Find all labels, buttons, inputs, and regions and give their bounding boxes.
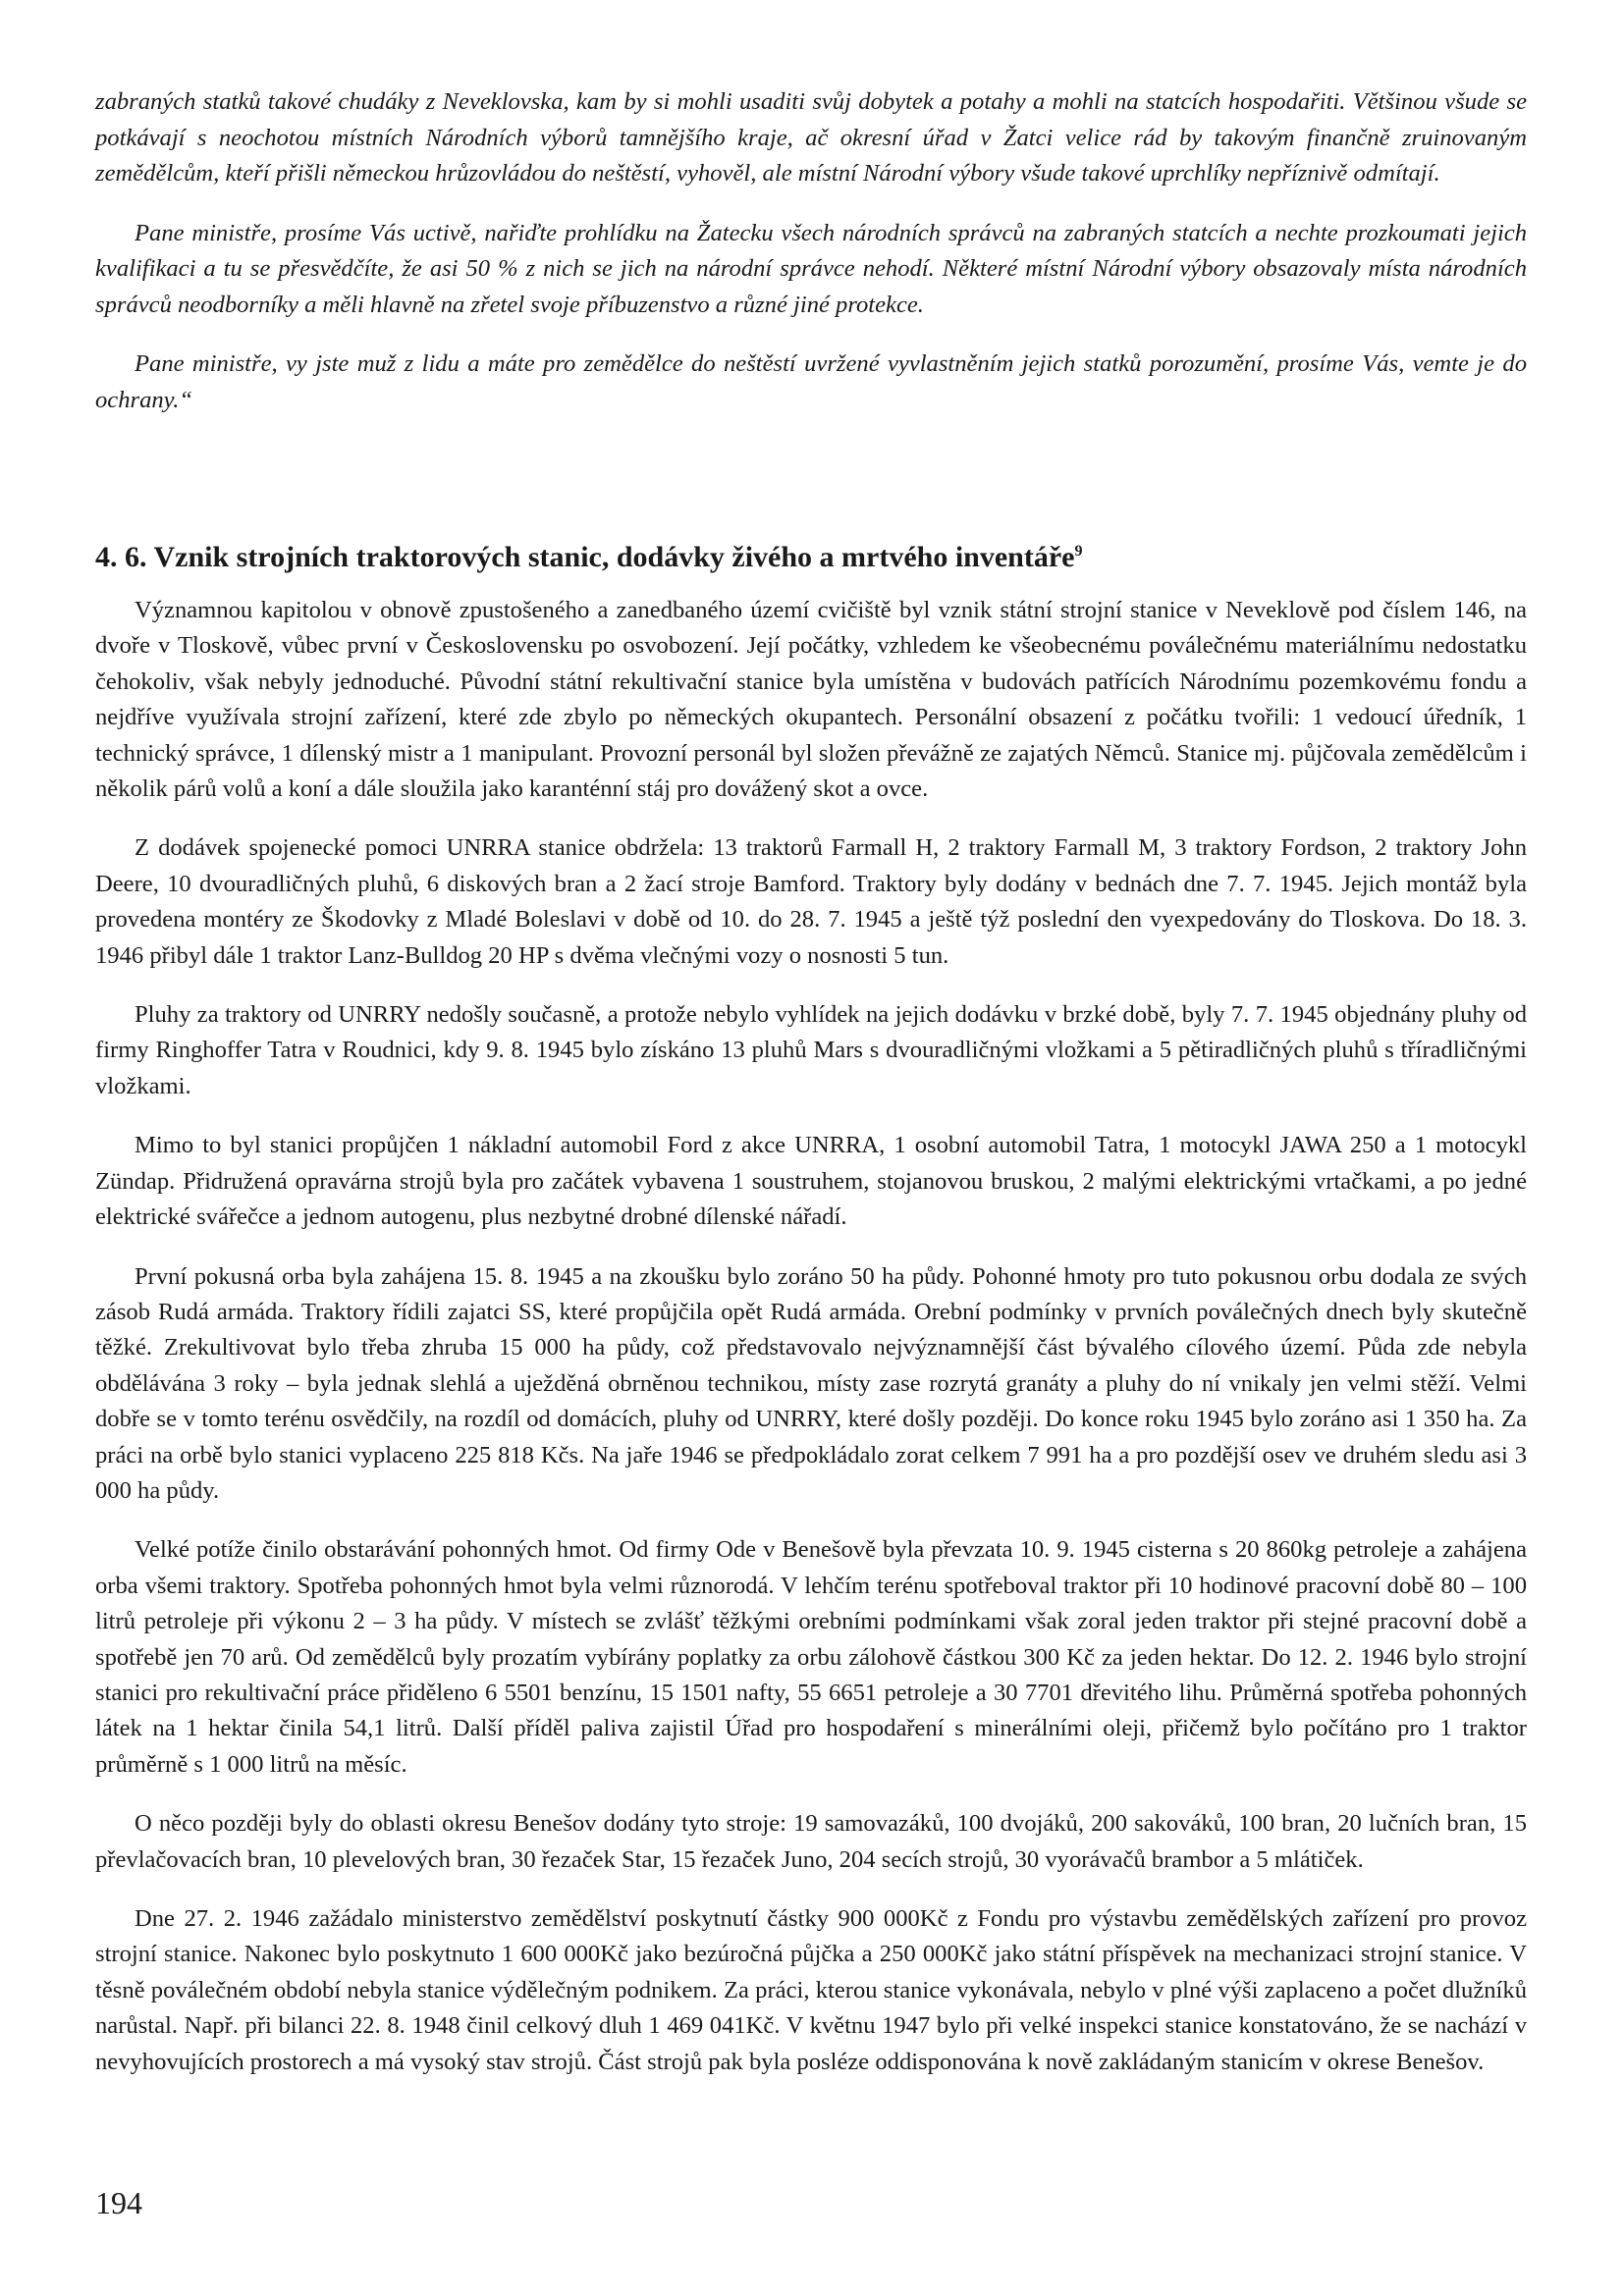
body-paragraph: Pluhy za traktory od UNRRY nedošly současně, a protože nebylo vyhlídek na jejich dodávku v brzké době, byly 7. 7. 1945 objednány pluhy od firmy Ringhoffer Tatra v Roudnici, kdy 9. 8. 1945 bylo získáno 13 pluhů Mars s dvouradličnými vložkami a 5 pětiradličných pluhů s tříradličnými vložkami. — [95, 1001, 1527, 1099]
body-paragraph: Mimo to byl stanici propůjčen 1 nákladní automobil Ford z akce UNRRA, 1 osobní automobil Tatra, 1 motocykl JAWA 250 a 1 motocykl Zündap. Přidružená opravárna strojů byla pro začátek vybavena 1 soustruhem, stojanovou bruskou, 2 malými elektrickými vrtačkami, a po jedné elektrické svářečce a jednom autogenu, plus nezbytné drobné dílenské nářadí. — [95, 1132, 1527, 1231]
section-heading-text: 4. 6. Vznik strojních traktorových stanic, dodávky živého a mrtvého inventáře — [95, 541, 1075, 573]
body-paragraph: Významnou kapitolou v obnově zpustošeného a zanedbaného území cvičiště byl vznik státní strojní stanice v Neveklově pod číslem 146, na dvoře v Tloskově, vůbec první v Československu po osvobození. Její počátky, vzhledem ke všeobecnému poválečnému materiálnímu nedostatku čehokoliv, však nebyly jednoduché. Původní státní rekultivační stanice byla umístěna v budovách patřících Národnímu pozemkovému fondu a nejdříve využívala strojní zařízení, které zde zbylo po německých okupantech. Personální obsazení z počátku tvořili: 1 vedoucí úředník, 1 technický správce, 1 dílenský mistr a 1 manipulant. Provozní personál byl složen převážně ze zajatých Němců. Stanice mj. půjčovala zemědělcům i několik párů volů a koní a dále sloužila jako karanténní stáj pro dovážený skot a ovce. — [95, 597, 1527, 803]
quote-paragraph: Pane ministře, prosíme Vás uctivě, nařiďte prohlídku na Žatecku všech národních správců na zabraných statcích a nechte prozkoumati jejich kvalifikaci a tu se přesvědčíte, že asi 50 % z nich se jich na národní správce nehodí. Některé místní Národní výbory obsazovaly místa národních správců neodborníky a měli hlavně na zřetel svoje příbuzenstvo a různé jiné protekce. — [95, 219, 1527, 318]
body-paragraph: Z dodávek spojenecké pomoci UNRRA stanice obdržela: 13 traktorů Farmall H, 2 traktory Farmall M, 3 traktory Fordson, 2 traktory John Deere, 10 dvouradličných pluhů, 6 diskových bran a 2 žací stroje Bamford. Traktory byly dodány v bednách dne 7. 7. 1945. Jejich montáž byla provedena montéry ze Škodovky z Mladé Boleslavi v době od 10. do 28. 7. 1945 a ještě týž poslední den vyexpedovány do Tloskova. Do 18. 3. 1946 přibyl dále 1 traktor Lanz-Bulldog 20 HP s dvěma vlečnými vozy o nosnosti 5 tun. — [95, 834, 1527, 969]
page-number: 194 — [95, 2185, 142, 2220]
body-paragraph: O něco později byly do oblasti okresu Benešov dodány tyto stroje: 19 samovazáků, 100 dvojáků, 200 sakováků, 100 bran, 20 lučních bran, 15 převlačovacích bran, 10 plevelových bran, 30 řezaček Star, 15 řezaček Juno, 204 secích strojů, 30 vyorávačů brambor a 5 mlátiček. — [95, 1810, 1527, 1873]
body-paragraph: Dne 27. 2. 1946 zažádalo ministerstvo zemědělství poskytnutí částky 900 000Kč z Fondu pro výstavbu zemědělských zařízení pro provoz strojní stanice. Nakonec bylo poskytnuto 1 600 000Kč jako bezúročná půjčka a 250 000Kč jako státní příspěvek na mechanizaci strojní stanice. V těsně poválečném období nebyla stanice výdělečným podnikem. Za práci, kterou stanice vykonávala, nebylo v plné výši zaplaceno a počet dlužníků narůstal. Např. při bilanci 22. 8. 1948 činil celkový dluh 1 469 041Kč. V květnu 1947 bylo při velké inspekci stanice konstatováno, že se nachází v nevyhovujících prostorech a má vysoký stav strojů. Část strojů pak byla posléze oddisponována k nově zakládaným stanicím v okrese Benešov. — [95, 1905, 1527, 2075]
body-paragraph: Velké potíže činilo obstarávání pohonných hmot. Od firmy Ode v Benešově byla převzata 10. 9. 1945 cisterna s 20 860kg petroleje a zahájena orba všemi traktory. Spotřeba pohonných hmot byla velmi různorodá. V lehčím terénu spotřeboval traktor při 10 hodinové pracovní době 80 – 100 litrů petroleje při výkonu 2 – 3 ha půdy. V místech se zvlášť těžkými orebními podmínkami však zoral jeden traktor při stejné pracovní době a spotřebě jen 70 arů. Od zemědělců byly prozatím vybírány poplatky za orbu zálohově částkou 300 Kč za jeden hektar. Do 12. 2. 1946 bylo strojní stanici pro rekultivační práce přiděleno 6 5501 benzínu, 15 1501 nafty, 55 6651 petroleje a 30 7701 dřevitého lihu. Průměrná spotřeba pohonných látek na 1 hektar činila 54,1 litrů. Další příděl paliva zajistil Úřad pro hospodaření s minerálními oleji, přičemž bylo počítáno pro 1 traktor průměrně s 1 000 litrů na měsíc. — [95, 1536, 1527, 1778]
section-heading — [95, 538, 1527, 577]
quote-paragraph: Pane ministře, vy jste muž z lidu a máte pro zemědělce do neštěstí uvržené vyvlastněním jejich statků porozumění, prosíme Vás, vemte je do ochrany.“ — [95, 350, 1527, 413]
body-paragraph: První pokusná orba byla zahájena 15. 8. 1945 a na zkoušku bylo zoráno 50 ha půdy. Pohonné hmoty pro tuto pokusnou orbu dodala ze svých zásob Rudá armáda. Traktory řídili zajatci SS, které propůjčila opět Rudá armáda. Orební podmínky v prvních poválečných dnech byly skutečně těžké. Zrekultivovat bylo třeba zhruba 15 000 ha půdy, což představovalo nejvýznamnější část bývalého cílového území. Půda zde nebyla obdělávána 3 roky – byla jednak slehlá a uježděná obrněnou technikou, místy zase rozrytá granáty a pluhy do ní vnikaly jen velmi stěží. Velmi dobře se v tomto terénu osvědčily, na rozdíl od domácích, pluhy od UNRRY, které došly později. Do konce roku 1945 bylo zoráno asi 1 350 ha. Za práci na orbě bylo stanici vyplaceno 225 818 Kčs. Na jaře 1946 se předpokládalo zorat celkem 7 991 ha a pro pozdější osev ve druhém sledu asi 3 000 ha půdy. — [95, 1262, 1527, 1504]
quoted-letter — [95, 84, 1527, 442]
footnote-reference: 9 — [1074, 543, 1083, 560]
section-body — [95, 593, 1527, 2104]
quote-paragraph: zabraných statků takové chudáky z Neveklovska, kam by si mohli usaditi svůj dobytek a potahy a mohli na statcích hospodařiti. Většinou všude se potkávají s neochotou místních Národních výborů tamnějšího kraje, ač okresní úřad v Žatci velice rád by takovým finančně zruinovaným zemědělcům, kteří přišli německou hrůzovládou do neštěstí, vyhověl, ale místní Národní výbory všude takové uprchlíky nepříznivě odmítají. — [95, 88, 1527, 187]
